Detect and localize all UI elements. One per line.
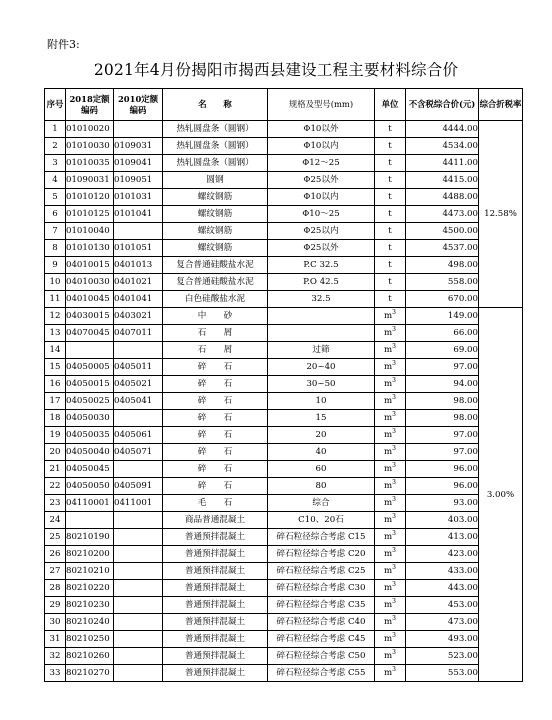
material-name-cell: 复合普通硅酸盐水泥	[163, 274, 268, 291]
unit-cell: $m^3$	[375, 376, 406, 393]
code-2018-cell: 04050035	[66, 427, 114, 444]
material-name-cell: 复合普通硅酸盐水泥	[163, 257, 268, 274]
table-row	[45, 359, 523, 376]
spec-cell: 过筛	[268, 342, 375, 359]
code-2010-cell	[114, 631, 163, 648]
code-2018-cell: 01010125	[66, 206, 114, 223]
code-2010-cell: 0411001	[114, 495, 163, 512]
code-2010-cell	[114, 410, 163, 427]
header-name: 名 称	[163, 89, 268, 121]
material-name-cell: 普通预拌混凝土	[163, 631, 268, 648]
spec-cell: 60	[268, 461, 375, 478]
table-row	[45, 121, 523, 138]
unit-cell: t	[375, 155, 406, 172]
code-2010-cell	[114, 614, 163, 631]
price-cell: 149.00	[406, 308, 479, 325]
price-cell: 94.00	[406, 376, 479, 393]
material-name-cell: 普通预拌混凝土	[163, 648, 268, 665]
code-2010-cell: 0405041	[114, 393, 163, 410]
unit-cell: $m^3$	[375, 359, 406, 376]
row-number: 27	[45, 563, 66, 580]
material-name-cell: 圆钢	[163, 172, 268, 189]
row-number: 13	[45, 325, 66, 342]
unit-cell: t	[375, 206, 406, 223]
code-2018-cell: 04110001	[66, 495, 114, 512]
code-2018-cell: 04050040	[66, 444, 114, 461]
code-2018-cell: 01010040	[66, 223, 114, 240]
spec-cell: 碎石粒径综合考虑 C25	[268, 563, 375, 580]
price-cell: 403.00	[406, 512, 479, 529]
row-number: 32	[45, 648, 66, 665]
unit-cell: $m^3$	[375, 665, 406, 682]
material-name-cell: 碎 石	[163, 410, 268, 427]
spec-cell	[268, 308, 375, 325]
code-2010-cell: 0405091	[114, 478, 163, 495]
code-2010-cell	[114, 529, 163, 546]
code-2010-cell: 0109051	[114, 172, 163, 189]
code-2018-cell: 80210250	[66, 631, 114, 648]
material-name-cell: 普通预拌混凝土	[163, 546, 268, 563]
table-row	[45, 512, 523, 529]
row-number: 26	[45, 546, 66, 563]
row-number: 17	[45, 393, 66, 410]
code-2010-cell: 0401013	[114, 257, 163, 274]
row-number: 25	[45, 529, 66, 546]
code-2010-cell	[114, 546, 163, 563]
code-2010-cell: 0109041	[114, 155, 163, 172]
table-row	[45, 495, 523, 512]
price-cell: 4537.00	[406, 240, 479, 257]
price-cell: 97.00	[406, 359, 479, 376]
unit-cell: t	[375, 223, 406, 240]
code-2018-cell: 80210200	[66, 546, 114, 563]
unit-cell: $m^3$	[375, 393, 406, 410]
table-row	[45, 614, 523, 631]
unit-cell: $m^3$	[375, 580, 406, 597]
materials-price-table	[44, 88, 523, 682]
row-number: 15	[45, 359, 66, 376]
table-header-row	[45, 89, 523, 121]
price-cell: 4500.00	[406, 223, 479, 240]
code-2018-cell: 04070045	[66, 325, 114, 342]
material-name-cell: 螺纹钢筋	[163, 240, 268, 257]
header-code-2018: 2018定额编码	[66, 89, 114, 121]
unit-cell: $m^3$	[375, 342, 406, 359]
header-spec: 规格及型号(mm)	[268, 89, 375, 121]
code-2010-cell	[114, 512, 163, 529]
unit-cell: t	[375, 240, 406, 257]
code-2010-cell	[114, 597, 163, 614]
table-row	[45, 563, 523, 580]
unit-cell: $m^3$	[375, 614, 406, 631]
spec-cell: 20	[268, 427, 375, 444]
material-name-cell: 石 屑	[163, 342, 268, 359]
material-name-cell: 石 屑	[163, 325, 268, 342]
price-cell: 558.00	[406, 274, 479, 291]
row-number: 20	[45, 444, 66, 461]
unit-cell: t	[375, 172, 406, 189]
table-row	[45, 257, 523, 274]
row-number: 19	[45, 427, 66, 444]
code-2018-cell: 04010030	[66, 274, 114, 291]
spec-cell: Φ25以内	[268, 223, 375, 240]
spec-cell	[268, 325, 375, 342]
table-row	[45, 648, 523, 665]
unit-cell: t	[375, 121, 406, 138]
price-cell: 4444.00	[406, 121, 479, 138]
row-number: 14	[45, 342, 66, 359]
code-2018-cell: 80210270	[66, 665, 114, 682]
code-2018-cell: 01010120	[66, 189, 114, 206]
code-2010-cell	[114, 223, 163, 240]
material-name-cell: 热轧圆盘条（圆钢）	[163, 138, 268, 155]
table-row	[45, 631, 523, 648]
header-price: 不含税综合价(元)	[406, 89, 479, 121]
spec-cell: 碎石粒径综合考虑 C15	[268, 529, 375, 546]
row-number: 24	[45, 512, 66, 529]
material-name-cell: 碎 石	[163, 376, 268, 393]
unit-cell: $m^3$	[375, 427, 406, 444]
row-number: 28	[45, 580, 66, 597]
header-seq: 序号	[45, 89, 66, 121]
unit-cell: $m^3$	[375, 444, 406, 461]
code-2018-cell: 80210220	[66, 580, 114, 597]
table-row	[45, 546, 523, 563]
material-name-cell: 普通预拌混凝土	[163, 614, 268, 631]
unit-cell: $m^3$	[375, 478, 406, 495]
table-row	[45, 376, 523, 393]
price-cell: 4488.00	[406, 189, 479, 206]
unit-cell: t	[375, 189, 406, 206]
price-cell: 97.00	[406, 444, 479, 461]
code-2010-cell	[114, 665, 163, 682]
code-2018-cell: 01010020	[66, 121, 114, 138]
header-unit: 单位	[375, 89, 406, 121]
code-2018-cell: 80210190	[66, 529, 114, 546]
price-cell: 97.00	[406, 427, 479, 444]
spec-cell: 20~40	[268, 359, 375, 376]
price-cell: 523.00	[406, 648, 479, 665]
table-row	[45, 597, 523, 614]
unit-cell: t	[375, 257, 406, 274]
unit-cell: $m^3$	[375, 563, 406, 580]
code-2010-cell	[114, 121, 163, 138]
header-tax-rate: 综合折税率	[479, 89, 523, 121]
table-row	[45, 444, 523, 461]
spec-cell: C10、20石	[268, 512, 375, 529]
unit-cell: $m^3$	[375, 546, 406, 563]
code-2018-cell: 04050025	[66, 393, 114, 410]
code-2010-cell: 0101041	[114, 206, 163, 223]
spec-cell: 碎石粒径综合考虑 C35	[268, 597, 375, 614]
table-row	[45, 410, 523, 427]
price-cell: 69.00	[406, 342, 479, 359]
price-cell: 453.00	[406, 597, 479, 614]
material-name-cell: 碎 石	[163, 444, 268, 461]
code-2010-cell	[114, 461, 163, 478]
row-number: 18	[45, 410, 66, 427]
material-name-cell: 毛 石	[163, 495, 268, 512]
unit-cell: t	[375, 274, 406, 291]
code-2018-cell: 04010045	[66, 291, 114, 308]
price-cell: 670.00	[406, 291, 479, 308]
code-2010-cell	[114, 648, 163, 665]
material-name-cell: 螺纹钢筋	[163, 223, 268, 240]
spec-cell: 碎石粒径综合考虑 C55	[268, 665, 375, 682]
table-row	[45, 478, 523, 495]
row-number: 29	[45, 597, 66, 614]
unit-cell: $m^3$	[375, 512, 406, 529]
spec-cell: 15	[268, 410, 375, 427]
code-2018-cell: 04050050	[66, 478, 114, 495]
row-number: 30	[45, 614, 66, 631]
table-row	[45, 580, 523, 597]
row-number: 21	[45, 461, 66, 478]
material-name-cell: 螺纹钢筋	[163, 206, 268, 223]
code-2010-cell	[114, 342, 163, 359]
price-cell: 4415.00	[406, 172, 479, 189]
code-2010-cell	[114, 580, 163, 597]
unit-cell: $m^3$	[375, 495, 406, 512]
unit-cell: $m^3$	[375, 461, 406, 478]
material-name-cell: 碎 石	[163, 427, 268, 444]
row-number: 7	[45, 223, 66, 240]
spec-cell: 80	[268, 478, 375, 495]
code-2018-cell: 80210210	[66, 563, 114, 580]
price-cell: 433.00	[406, 563, 479, 580]
table-row	[45, 393, 523, 410]
spec-cell: Φ10以内	[268, 189, 375, 206]
unit-cell: $m^3$	[375, 410, 406, 427]
price-cell: 98.00	[406, 410, 479, 427]
material-name-cell: 碎 石	[163, 359, 268, 376]
spec-cell: P.C 32.5	[268, 257, 375, 274]
table-row	[45, 189, 523, 206]
spec-cell: Φ10以外	[268, 121, 375, 138]
price-cell: 66.00	[406, 325, 479, 342]
price-cell: 493.00	[406, 631, 479, 648]
price-cell: 423.00	[406, 546, 479, 563]
spec-cell: 碎石粒径综合考虑 C45	[268, 631, 375, 648]
material-name-cell: 碎 石	[163, 478, 268, 495]
code-2010-cell	[114, 563, 163, 580]
code-2018-cell: 04050015	[66, 376, 114, 393]
unit-cell: t	[375, 138, 406, 155]
code-2018-cell: 04030015	[66, 308, 114, 325]
table-row	[45, 461, 523, 478]
table-row	[45, 308, 523, 325]
row-number: 5	[45, 189, 66, 206]
row-number: 12	[45, 308, 66, 325]
material-name-cell: 白色硅酸盐水泥	[163, 291, 268, 308]
spec-cell: Φ10以内	[268, 138, 375, 155]
code-2018-cell: 01090031	[66, 172, 114, 189]
material-name-cell: 普通预拌混凝土	[163, 580, 268, 597]
row-number: 23	[45, 495, 66, 512]
price-cell: 473.00	[406, 614, 479, 631]
document-title: 2021年4月份揭阳市揭西县建设工程主要材料综合价	[93, 61, 459, 79]
code-2010-cell: 0405021	[114, 376, 163, 393]
code-2018-cell: 80210230	[66, 597, 114, 614]
row-number: 10	[45, 274, 66, 291]
price-cell: 93.00	[406, 495, 479, 512]
spec-cell: P.O 42.5	[268, 274, 375, 291]
code-2018-cell: 01010030	[66, 138, 114, 155]
code-2010-cell: 0101051	[114, 240, 163, 257]
spec-cell: 碎石粒径综合考虑 C30	[268, 580, 375, 597]
code-2018-cell: 01010130	[66, 240, 114, 257]
table-body	[45, 121, 523, 682]
table-row	[45, 155, 523, 172]
row-number: 2	[45, 138, 66, 155]
table-row	[45, 240, 523, 257]
code-2018-cell: 01010035	[66, 155, 114, 172]
row-number: 1	[45, 121, 66, 138]
spec-cell: Φ12～25	[268, 155, 375, 172]
spec-cell: 32.5	[268, 291, 375, 308]
code-2018-cell: 04010015	[66, 257, 114, 274]
spec-cell: Φ10～25	[268, 206, 375, 223]
row-number: 11	[45, 291, 66, 308]
unit-cell: $m^3$	[375, 648, 406, 665]
table-row	[45, 665, 523, 682]
code-2010-cell: 0403021	[114, 308, 163, 325]
table-row	[45, 291, 523, 308]
price-cell: 443.00	[406, 580, 479, 597]
code-2010-cell: 0405011	[114, 359, 163, 376]
code-2018-cell	[66, 342, 114, 359]
table-row	[45, 529, 523, 546]
unit-cell: $m^3$	[375, 529, 406, 546]
row-number: 6	[45, 206, 66, 223]
code-2018-cell: 80210240	[66, 614, 114, 631]
spec-cell: 综合	[268, 495, 375, 512]
code-2018-cell: 04050030	[66, 410, 114, 427]
material-name-cell: 普通预拌混凝土	[163, 597, 268, 614]
price-cell: 98.00	[406, 393, 479, 410]
code-2010-cell: 0401041	[114, 291, 163, 308]
material-name-cell: 普通预拌混凝土	[163, 665, 268, 682]
material-name-cell: 碎 石	[163, 393, 268, 410]
row-number: 8	[45, 240, 66, 257]
code-2010-cell: 0401021	[114, 274, 163, 291]
row-number: 31	[45, 631, 66, 648]
code-2010-cell: 0405061	[114, 427, 163, 444]
spec-cell: 碎石粒径综合考虑 C20	[268, 546, 375, 563]
code-2018-cell: 04050045	[66, 461, 114, 478]
spec-cell: 40	[268, 444, 375, 461]
table-row	[45, 138, 523, 155]
price-cell: 96.00	[406, 478, 479, 495]
material-name-cell: 普通预拌混凝土	[163, 529, 268, 546]
table-row	[45, 274, 523, 291]
unit-cell: $m^3$	[375, 597, 406, 614]
attachment-label: 附件3:	[47, 38, 80, 51]
header-code-2010: 2010定额编码	[114, 89, 163, 121]
price-cell: 553.00	[406, 665, 479, 682]
unit-cell: $m^3$	[375, 325, 406, 342]
code-2010-cell: 0101031	[114, 189, 163, 206]
unit-cell: $m^3$	[375, 631, 406, 648]
code-2018-cell: 04050005	[66, 359, 114, 376]
spec-cell: 30~50	[268, 376, 375, 393]
unit-cell: t	[375, 291, 406, 308]
material-name-cell: 碎 石	[163, 461, 268, 478]
tax-rate-cell: 12.58%	[479, 121, 523, 308]
spec-cell: Φ25以外	[268, 240, 375, 257]
code-2010-cell: 0407011	[114, 325, 163, 342]
table-row	[45, 206, 523, 223]
material-name-cell: 中 砂	[163, 308, 268, 325]
material-name-cell: 热轧圆盘条（圆钢）	[163, 121, 268, 138]
code-2010-cell: 0405071	[114, 444, 163, 461]
material-name-cell: 商品普通混凝土	[163, 512, 268, 529]
unit-cell: $m^3$	[375, 308, 406, 325]
price-cell: 96.00	[406, 461, 479, 478]
price-cell: 4473.00	[406, 206, 479, 223]
row-number: 22	[45, 478, 66, 495]
spec-cell: 10	[268, 393, 375, 410]
price-cell: 413.00	[406, 529, 479, 546]
row-number: 4	[45, 172, 66, 189]
material-name-cell: 普通预拌混凝土	[163, 563, 268, 580]
row-number: 16	[45, 376, 66, 393]
row-number: 9	[45, 257, 66, 274]
spec-cell: 碎石粒径综合考虑 C50	[268, 648, 375, 665]
price-cell: 498.00	[406, 257, 479, 274]
code-2018-cell: 80210260	[66, 648, 114, 665]
code-2018-cell	[66, 512, 114, 529]
spec-cell: Φ25以外	[268, 172, 375, 189]
row-number: 33	[45, 665, 66, 682]
material-name-cell: 热轧圆盘条（圆钢）	[163, 155, 268, 172]
row-number: 3	[45, 155, 66, 172]
spec-cell: 碎石粒径综合考虑 C40	[268, 614, 375, 631]
table-row	[45, 172, 523, 189]
table-row	[45, 342, 523, 359]
table-row	[45, 427, 523, 444]
table-row	[45, 325, 523, 342]
price-cell: 4534.00	[406, 138, 479, 155]
material-name-cell: 螺纹钢筋	[163, 189, 268, 206]
table-row	[45, 223, 523, 240]
tax-rate-cell: 3.00%	[479, 308, 523, 682]
code-2010-cell: 0109031	[114, 138, 163, 155]
price-cell: 4411.00	[406, 155, 479, 172]
